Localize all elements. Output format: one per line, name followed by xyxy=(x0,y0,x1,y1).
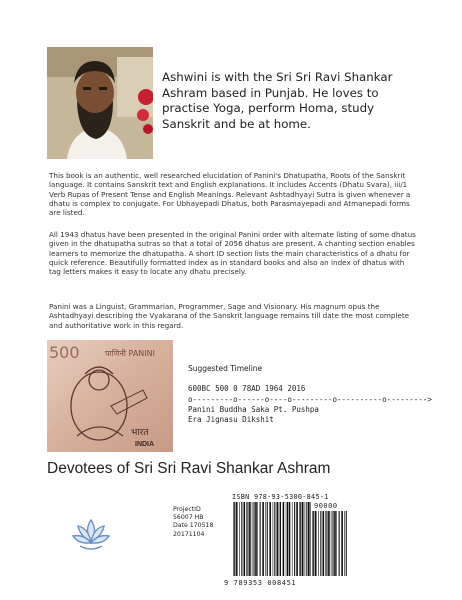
barcode-bar xyxy=(313,511,314,576)
isbn-text: ISBN 978-93-5300-845-1 xyxy=(232,493,329,501)
barcode-bar xyxy=(241,502,242,576)
barcode-bar xyxy=(294,502,295,576)
barcode-bar xyxy=(325,511,326,576)
panini-stamp-image xyxy=(47,340,173,452)
barcode-bar xyxy=(269,502,271,576)
barcode-bar xyxy=(302,502,304,576)
barcode-bar xyxy=(336,511,337,576)
barcode-bar xyxy=(233,502,234,576)
barcode-bar xyxy=(260,502,261,576)
author-photo xyxy=(47,47,153,159)
barcode-bar xyxy=(279,502,280,576)
barcode-bar xyxy=(339,511,340,576)
barcode-bar xyxy=(267,502,268,576)
barcode-bar xyxy=(255,502,257,576)
timeline-names-second-row: Era Jignasu Dikshit xyxy=(188,415,274,424)
barcode-bar xyxy=(239,502,240,576)
stamp-denomination: 500 xyxy=(49,343,80,362)
barcode-bar xyxy=(273,502,274,576)
barcode-bar xyxy=(331,511,332,576)
barcode-bar xyxy=(244,502,246,576)
barcode-bar xyxy=(344,511,345,576)
barcode-bar xyxy=(312,511,313,576)
barcode-bar xyxy=(328,511,330,576)
stamp-name-label: पाणिनी PANINI xyxy=(105,349,155,358)
lotus-logo-icon xyxy=(72,516,110,552)
timeline-title: Suggested Timeline xyxy=(188,364,263,373)
description-paragraph: This book is an authentic, well researched elucidation of Panini's Dhatupatha, Roots of the Sanskrit language. It contains Sanskrit text and English explanations. It includes Accents (Dhatu Svara), iii/1 Verb Rupas of Present Tense and English Meanings. Relevant Ashtadhyayi Sutra is given whenever a dhatu is complex to conjugate. For Ubhayepadi Dhatus, both Parasmayepadi and Atmanepadi forms are listed. xyxy=(49,171,411,218)
timeline-years: 600BC 500 0 78AD 1964 2016 xyxy=(188,384,306,393)
description-paragraph: All 1943 dhatus have been presented in the original Panini order with alternate listing of some dhatus given in the dhatupatha sutras so that a total of 2056 dhatus are present. A chanting section enables learners to memorize the dhatupatha. A short ID section lists the main characteristics of a dhatu for quick reference. Beautifully formatted index as in standard books and also an index of dhatus with tag letters makes it easy to locate any dhatu precisely. xyxy=(49,230,416,277)
barcode-bar xyxy=(296,502,298,576)
barcode-bar xyxy=(341,511,343,576)
barcode-bar xyxy=(318,511,319,576)
barcode-bar xyxy=(333,511,334,576)
barcode-bar xyxy=(277,502,279,576)
barcode-bar xyxy=(289,502,291,576)
barcode-bar xyxy=(283,502,285,576)
barcode-bar xyxy=(300,502,301,576)
barcode-bar xyxy=(247,502,248,576)
project-id-label: ProjectID xyxy=(173,506,201,513)
barcode-bar xyxy=(320,511,321,576)
barcode-bar xyxy=(252,502,253,576)
timeline-line: o---------o------o----o---------o----------o---------> xyxy=(188,395,432,404)
barcode-bar xyxy=(346,511,347,576)
project-id-value: 56007 HB xyxy=(173,514,204,522)
project-code: 20171104 xyxy=(173,530,205,538)
isbn-barcode xyxy=(232,502,312,576)
barcode-bar xyxy=(280,502,281,576)
barcode-digits: 9 789353 008451 xyxy=(224,579,297,587)
barcode-bar xyxy=(315,511,317,576)
barcode-bar xyxy=(292,502,293,576)
barcode-bar xyxy=(246,502,247,576)
description-paragraph: Panini was a Linguist, Grammarian, Programmer, Sage and Visionary. His magnum opus the Ashtadhyayi describing the Vyakarana of the Sanskrit language remains till date the most complete and authoritative work in this regard. xyxy=(49,302,410,330)
barcode-bar xyxy=(234,502,235,576)
barcode-bar xyxy=(265,502,266,576)
barcode-bar xyxy=(306,502,307,576)
barcode-bar xyxy=(323,511,325,576)
author-bio: Ashwini is with the Sri Sri Ravi Shankar Ashram based in Punjab. He loves to practise Yoga, perform Homa, study Sanskrit and be at home. xyxy=(162,70,393,131)
project-info xyxy=(173,506,213,539)
barcode-bar xyxy=(286,502,287,576)
barcode-bar xyxy=(326,511,327,576)
barcode-bar xyxy=(287,502,288,576)
barcode-bar xyxy=(334,511,336,576)
barcode-bar xyxy=(305,502,306,576)
stamp-script-label: भारत xyxy=(131,428,149,438)
barcode-bar xyxy=(262,502,264,576)
price-code: 90000 xyxy=(314,502,338,510)
barcode-bar xyxy=(249,502,251,576)
barcode-bar xyxy=(274,502,275,576)
barcode-bar xyxy=(254,502,255,576)
price-barcode xyxy=(311,502,347,576)
stamp-country: INDIA xyxy=(135,441,155,448)
barcode-bar xyxy=(299,502,300,576)
project-date: Date 170518 xyxy=(173,522,214,530)
timeline-names: Panini Buddha Saka Pt. Pushpa xyxy=(188,405,319,414)
footer-title: Devotees of Sri Sri Ravi Shankar Ashram xyxy=(47,460,331,477)
barcode-bar xyxy=(236,502,238,576)
barcode-bar xyxy=(308,502,310,576)
barcode-bar xyxy=(257,502,258,576)
